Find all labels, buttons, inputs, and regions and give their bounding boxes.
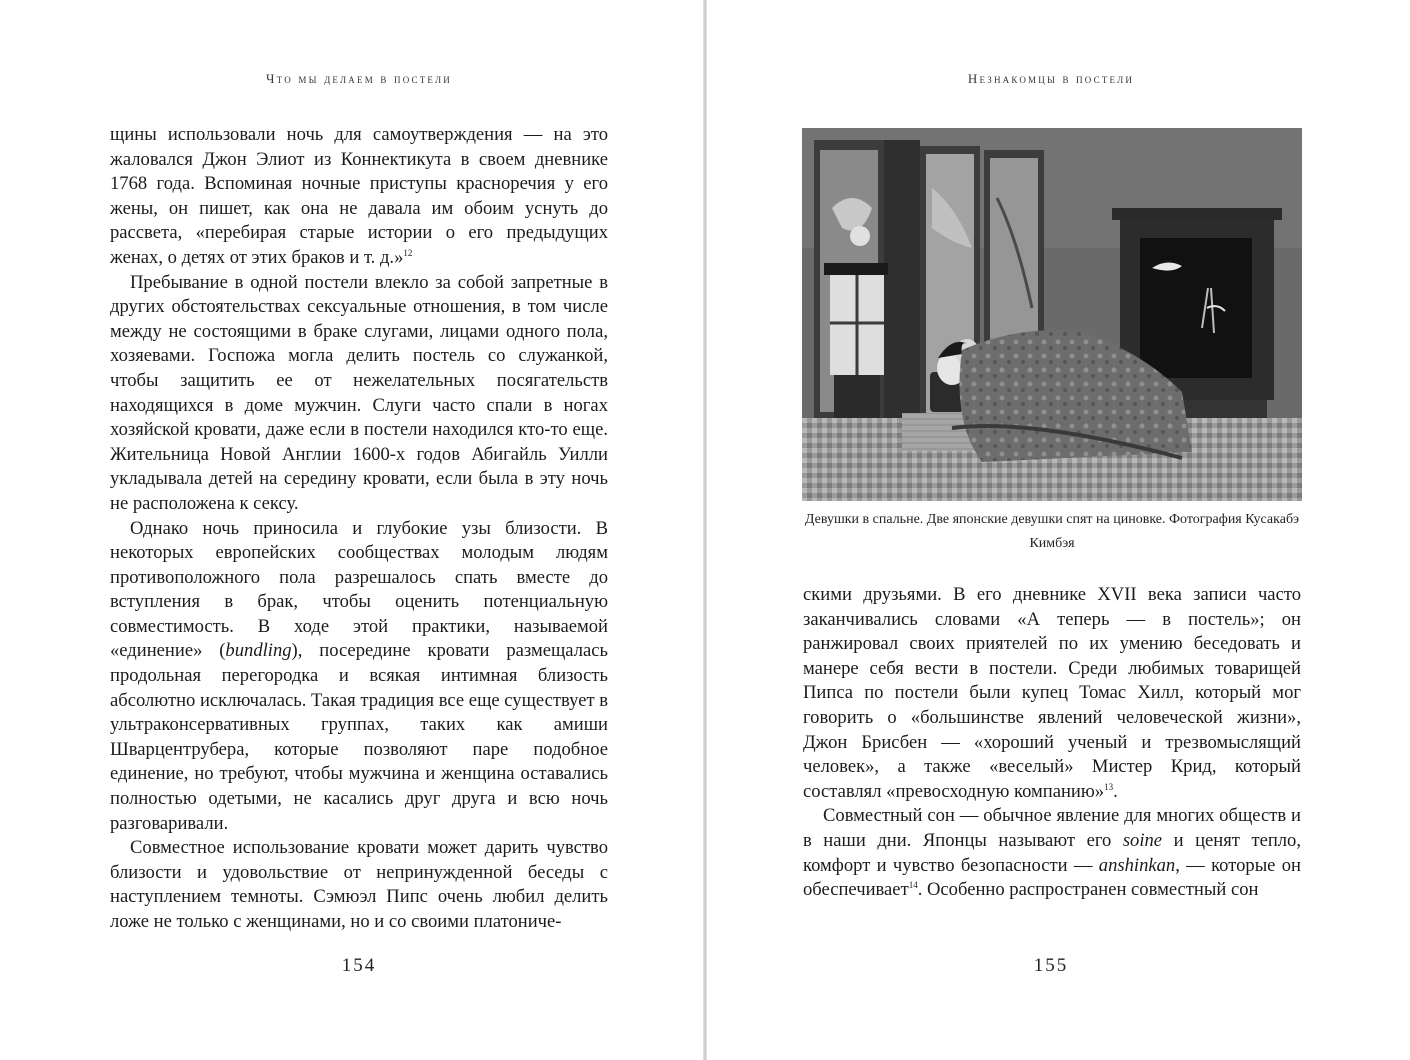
running-head-left: Что мы делаем в постели <box>266 71 452 86</box>
page-number-left: 154 <box>341 955 377 976</box>
page-number-right: 155 <box>1033 955 1069 976</box>
paragraph-2: Совместный сон — обычное явление для многих обществ и в наши дни. Японцы называют его soine и ценят тепло, комфорт и чувство безопасности — anshinkan, — которые он обеспечивает$^{14}$. Особенно распространен совместный сон <box>803 805 1301 901</box>
left-page <box>0 0 703 1060</box>
paragraph-4: Совместное использование кровати может дарить чувство близости и удовольствие от непринужденной беседы с наступлением темноты. Сэмюэл Пипс очень любил делить ложе не только с женщинами, но и со своими платониче- <box>110 837 608 932</box>
footnote-ref-13[interactable]: 13 <box>1104 781 1114 792</box>
footnote-ref-14[interactable]: 14 <box>908 879 918 890</box>
paragraph-1: скими друзьями. В его дневнике XVII века записи часто заканчивались словами «А теперь — в постель»; он ранжировал своих приятелей по их умению беседовать и манере себя вести в постели. Среди любимых товарищей Пипса по постели были купец Томас Хилл, который мог говорить о «большинстве явлений человеческой жизни», Джон Брисбен — «хороший ученый и трезвомыслящий человек», а также «веселый» Мистер Крид, который составлял «превосходную компанию»$^{13}$. <box>803 584 1301 802</box>
body-text-right <box>803 583 1301 903</box>
paragraph-1: щины использовали ночь для самоутверждения — на это жаловался Джон Элиот из Коннектикута в своем дневнике 1768 года. Вспоминая ночные приступы красноречия у его жены, он пишет, как она не давала им обоим уснуть до рассвета, «перебирая старые истории о его предыдущих женах, о детях от этих браков и т. д.»$^{12}$ <box>110 124 608 268</box>
body-text-left <box>110 123 608 935</box>
term-bundling: bundling <box>225 640 292 662</box>
paragraph-3: Однако ночь приносила и глубокие узы близости. В некоторых европейских сообществах молодым людям противоположного пола разрешалось спать вместе до вступления в брак, чтобы оценить потенциальную совместимость. В ходе этой практики, называемой «единение» (bundling), посередине кровати размещалась продольная перегородка и всякая интимная близость абсолютно исключалась. Такая традиция все еще существует в ультраконсервативных группах, таких как амиши Шварцентрубера, которые позволяют паре подобное единение, но требуют, чтобы мужчина и женщина оставались полностью одетыми, не касались друг друга и всю ночь разговаривали. <box>110 517 608 834</box>
figure-photo <box>802 128 1302 501</box>
term-soine: soine <box>1122 829 1163 851</box>
figure-caption: Девушки в спальне. Две японские девушки спят на циновке. Фотография Кусакабэ Кимбэя <box>804 512 1300 551</box>
paragraph-2: Пребывание в одной постели влекло за собой запретные в других обстоятельствах сексуальные отношения, в том числе между не состоящими в браке слугами, лицами одного пола, хозяевами. Госпожа могла делить постель со служанкой, чтобы защитить ее от нежелательных посягательств находящихся в доме мужчин. Слуги часто спали в ногах хозяйской кровати, даже если в постели находился кто-то еще. Жительница Новой Англии 1600-х годов Абигайль Уилли укладывала детей на середину кровати, если была в эту ночь не расположена к сексу. <box>110 271 608 514</box>
footnote-ref-12[interactable]: 12 <box>403 247 413 258</box>
right-page <box>707 0 1410 1060</box>
term-anshinkan: anshinkan <box>1098 854 1176 876</box>
running-head-right: Незнакомцы в постели <box>967 71 1135 86</box>
